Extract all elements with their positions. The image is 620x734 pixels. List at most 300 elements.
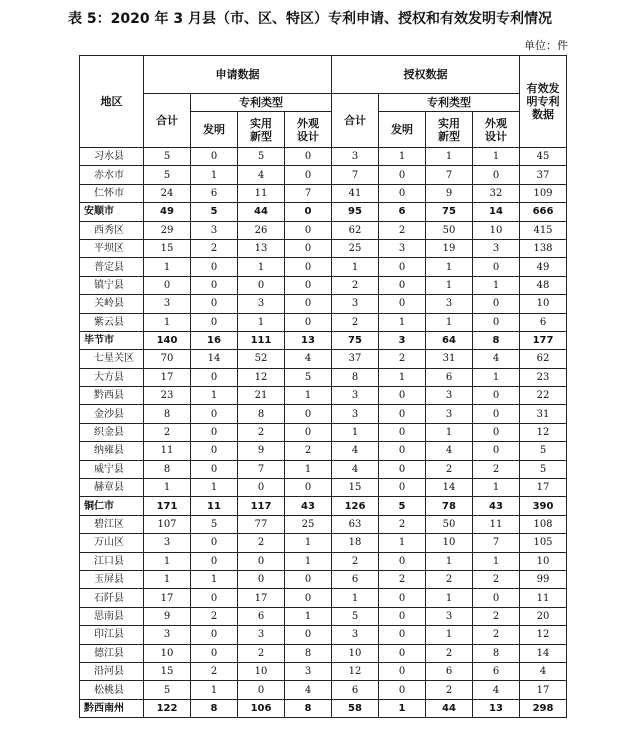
value-cell: 3 bbox=[332, 387, 379, 405]
value-cell: 0 bbox=[379, 644, 426, 662]
value-cell: 10 bbox=[238, 662, 285, 680]
value-cell: 1 bbox=[379, 534, 426, 552]
value-cell: 3 bbox=[144, 534, 191, 552]
value-cell: 1 bbox=[473, 276, 520, 294]
value-cell: 2 bbox=[473, 570, 520, 588]
value-cell: 666 bbox=[520, 203, 567, 221]
value-cell: 6 bbox=[238, 607, 285, 625]
value-cell: 3 bbox=[426, 295, 473, 313]
value-cell: 1 bbox=[191, 479, 238, 497]
table-row bbox=[80, 589, 567, 607]
value-cell: 2 bbox=[379, 221, 426, 239]
region-name: 德江县 bbox=[80, 644, 144, 662]
table-row bbox=[80, 552, 567, 570]
value-cell: 0 bbox=[473, 405, 520, 423]
value-cell: 0 bbox=[285, 148, 332, 166]
value-cell: 12 bbox=[238, 368, 285, 386]
value-cell: 19 bbox=[426, 239, 473, 257]
value-cell: 1 bbox=[473, 148, 520, 166]
value-cell: 5 bbox=[144, 148, 191, 166]
header-app-invention: 发明 bbox=[191, 112, 238, 148]
value-cell: 10 bbox=[520, 552, 567, 570]
table-row bbox=[80, 350, 567, 368]
value-cell: 0 bbox=[379, 276, 426, 294]
region-name: 赤水市 bbox=[80, 166, 144, 184]
value-cell: 10 bbox=[426, 534, 473, 552]
region-name: 赫章县 bbox=[80, 479, 144, 497]
value-cell: 5 bbox=[332, 607, 379, 625]
value-cell: 22 bbox=[520, 387, 567, 405]
region-name: 碧江区 bbox=[80, 515, 144, 533]
value-cell: 1 bbox=[379, 148, 426, 166]
value-cell: 0 bbox=[379, 258, 426, 276]
table-row bbox=[80, 607, 567, 625]
value-cell: 4 bbox=[473, 681, 520, 699]
value-cell: 0 bbox=[238, 552, 285, 570]
value-cell: 49 bbox=[520, 258, 567, 276]
table-row bbox=[80, 644, 567, 662]
value-cell: 7 bbox=[285, 184, 332, 202]
header-grant-utility: 实用新型 bbox=[426, 112, 473, 148]
value-cell: 29 bbox=[144, 221, 191, 239]
value-cell: 0 bbox=[379, 626, 426, 644]
value-cell: 21 bbox=[238, 387, 285, 405]
value-cell: 1 bbox=[144, 552, 191, 570]
value-cell: 1 bbox=[144, 479, 191, 497]
table-row bbox=[80, 405, 567, 423]
region-name: 印江县 bbox=[80, 626, 144, 644]
value-cell: 111 bbox=[238, 331, 285, 349]
value-cell: 1 bbox=[426, 148, 473, 166]
value-cell: 17 bbox=[520, 479, 567, 497]
value-cell: 25 bbox=[285, 515, 332, 533]
value-cell: 2 bbox=[473, 460, 520, 478]
value-cell: 1 bbox=[285, 552, 332, 570]
table-row bbox=[80, 184, 567, 202]
value-cell: 0 bbox=[473, 258, 520, 276]
value-cell: 58 bbox=[332, 699, 379, 717]
value-cell: 11 bbox=[144, 442, 191, 460]
region-name: 黔西县 bbox=[80, 387, 144, 405]
value-cell: 6 bbox=[332, 681, 379, 699]
value-cell: 16 bbox=[191, 331, 238, 349]
value-cell: 50 bbox=[426, 515, 473, 533]
value-cell: 105 bbox=[520, 534, 567, 552]
table-row bbox=[80, 239, 567, 257]
value-cell: 63 bbox=[332, 515, 379, 533]
value-cell: 3 bbox=[238, 626, 285, 644]
value-cell: 18 bbox=[332, 534, 379, 552]
value-cell: 8 bbox=[144, 460, 191, 478]
header-app-utility: 实用新型 bbox=[238, 112, 285, 148]
unit-label: 单位：件 bbox=[524, 39, 568, 52]
value-cell: 2 bbox=[426, 681, 473, 699]
value-cell: 3 bbox=[238, 295, 285, 313]
value-cell: 5 bbox=[144, 166, 191, 184]
value-cell: 0 bbox=[191, 295, 238, 313]
value-cell: 9 bbox=[144, 607, 191, 625]
value-cell: 0 bbox=[379, 405, 426, 423]
value-cell: 0 bbox=[379, 184, 426, 202]
value-cell: 0 bbox=[238, 276, 285, 294]
value-cell: 1 bbox=[191, 570, 238, 588]
value-cell: 0 bbox=[144, 276, 191, 294]
value-cell: 0 bbox=[238, 681, 285, 699]
value-cell: 17 bbox=[520, 681, 567, 699]
value-cell: 2 bbox=[191, 607, 238, 625]
value-cell: 3 bbox=[144, 626, 191, 644]
value-cell: 0 bbox=[191, 313, 238, 331]
value-cell: 2 bbox=[191, 239, 238, 257]
value-cell: 2 bbox=[238, 423, 285, 441]
value-cell: 2 bbox=[426, 460, 473, 478]
value-cell: 1 bbox=[238, 313, 285, 331]
value-cell: 8 bbox=[332, 368, 379, 386]
value-cell: 0 bbox=[285, 626, 332, 644]
value-cell: 37 bbox=[520, 166, 567, 184]
value-cell: 2 bbox=[473, 607, 520, 625]
region-name: 黔西南州 bbox=[80, 699, 144, 717]
value-cell: 17 bbox=[144, 589, 191, 607]
table-row bbox=[80, 423, 567, 441]
value-cell: 3 bbox=[426, 607, 473, 625]
value-cell: 108 bbox=[520, 515, 567, 533]
value-cell: 1 bbox=[285, 534, 332, 552]
value-cell: 1 bbox=[144, 570, 191, 588]
header-grant-patent-type: 专利类型 bbox=[379, 94, 520, 112]
value-cell: 2 bbox=[332, 313, 379, 331]
table-row bbox=[80, 534, 567, 552]
table-row bbox=[80, 313, 567, 331]
value-cell: 107 bbox=[144, 515, 191, 533]
value-cell: 3 bbox=[332, 405, 379, 423]
value-cell: 0 bbox=[473, 166, 520, 184]
value-cell: 0 bbox=[285, 203, 332, 221]
value-cell: 31 bbox=[426, 350, 473, 368]
value-cell: 14 bbox=[426, 479, 473, 497]
header-app-design: 外观设计 bbox=[285, 112, 332, 148]
value-cell: 17 bbox=[144, 368, 191, 386]
header-grant-total: 合计 bbox=[332, 94, 379, 148]
value-cell: 31 bbox=[520, 405, 567, 423]
value-cell: 1 bbox=[191, 166, 238, 184]
value-cell: 2 bbox=[285, 442, 332, 460]
region-name: 七星关区 bbox=[80, 350, 144, 368]
value-cell: 0 bbox=[285, 258, 332, 276]
value-cell: 1 bbox=[473, 368, 520, 386]
value-cell: 3 bbox=[191, 221, 238, 239]
value-cell: 0 bbox=[379, 423, 426, 441]
value-cell: 0 bbox=[379, 681, 426, 699]
value-cell: 62 bbox=[520, 350, 567, 368]
value-cell: 12 bbox=[520, 626, 567, 644]
value-cell: 95 bbox=[332, 203, 379, 221]
value-cell: 0 bbox=[285, 423, 332, 441]
table-row bbox=[80, 681, 567, 699]
value-cell: 50 bbox=[426, 221, 473, 239]
value-cell: 23 bbox=[520, 368, 567, 386]
region-name: 紫云县 bbox=[80, 313, 144, 331]
table-row bbox=[80, 442, 567, 460]
value-cell: 4 bbox=[285, 350, 332, 368]
value-cell: 0 bbox=[191, 589, 238, 607]
value-cell: 8 bbox=[238, 405, 285, 423]
value-cell: 3 bbox=[473, 239, 520, 257]
value-cell: 5 bbox=[520, 442, 567, 460]
table-row bbox=[80, 626, 567, 644]
value-cell: 6 bbox=[191, 184, 238, 202]
value-cell: 15 bbox=[144, 662, 191, 680]
value-cell: 9 bbox=[238, 442, 285, 460]
value-cell: 43 bbox=[285, 497, 332, 515]
value-cell: 1 bbox=[238, 258, 285, 276]
value-cell: 14 bbox=[473, 203, 520, 221]
value-cell: 2 bbox=[332, 276, 379, 294]
value-cell: 8 bbox=[285, 644, 332, 662]
value-cell: 12 bbox=[520, 423, 567, 441]
value-cell: 0 bbox=[191, 148, 238, 166]
value-cell: 3 bbox=[332, 295, 379, 313]
table-row bbox=[80, 497, 567, 515]
value-cell: 0 bbox=[285, 405, 332, 423]
value-cell: 122 bbox=[144, 699, 191, 717]
value-cell: 3 bbox=[144, 295, 191, 313]
header-app-total: 合计 bbox=[144, 94, 191, 148]
value-cell: 0 bbox=[191, 423, 238, 441]
value-cell: 0 bbox=[473, 442, 520, 460]
region-name: 石阡县 bbox=[80, 589, 144, 607]
region-name: 思南县 bbox=[80, 607, 144, 625]
header-grant-data: 授权数据 bbox=[332, 56, 520, 94]
value-cell: 138 bbox=[520, 239, 567, 257]
value-cell: 0 bbox=[191, 644, 238, 662]
value-cell: 62 bbox=[332, 221, 379, 239]
value-cell: 4 bbox=[520, 662, 567, 680]
value-cell: 43 bbox=[473, 497, 520, 515]
value-cell: 3 bbox=[426, 387, 473, 405]
value-cell: 64 bbox=[426, 331, 473, 349]
value-cell: 1 bbox=[332, 258, 379, 276]
value-cell: 1 bbox=[473, 552, 520, 570]
header-grant-invention: 发明 bbox=[379, 112, 426, 148]
value-cell: 177 bbox=[520, 331, 567, 349]
value-cell: 5 bbox=[285, 368, 332, 386]
value-cell: 78 bbox=[426, 497, 473, 515]
value-cell: 15 bbox=[144, 239, 191, 257]
value-cell: 0 bbox=[238, 479, 285, 497]
table-row bbox=[80, 203, 567, 221]
value-cell: 2 bbox=[426, 644, 473, 662]
value-cell: 1 bbox=[379, 699, 426, 717]
value-cell: 3 bbox=[379, 331, 426, 349]
value-cell: 20 bbox=[520, 607, 567, 625]
value-cell: 11 bbox=[473, 515, 520, 533]
value-cell: 10 bbox=[520, 295, 567, 313]
region-name: 普定县 bbox=[80, 258, 144, 276]
table-row bbox=[80, 276, 567, 294]
value-cell: 0 bbox=[379, 295, 426, 313]
value-cell: 4 bbox=[426, 442, 473, 460]
value-cell: 44 bbox=[426, 699, 473, 717]
value-cell: 1 bbox=[191, 387, 238, 405]
value-cell: 1 bbox=[285, 460, 332, 478]
value-cell: 1 bbox=[426, 276, 473, 294]
value-cell: 24 bbox=[144, 184, 191, 202]
value-cell: 2 bbox=[426, 570, 473, 588]
value-cell: 415 bbox=[520, 221, 567, 239]
region-name: 玉屏县 bbox=[80, 570, 144, 588]
value-cell: 75 bbox=[332, 331, 379, 349]
value-cell: 0 bbox=[285, 313, 332, 331]
value-cell: 0 bbox=[285, 295, 332, 313]
value-cell: 25 bbox=[332, 239, 379, 257]
value-cell: 390 bbox=[520, 497, 567, 515]
value-cell: 0 bbox=[285, 239, 332, 257]
value-cell: 0 bbox=[285, 479, 332, 497]
value-cell: 2 bbox=[238, 644, 285, 662]
region-name: 织金县 bbox=[80, 423, 144, 441]
value-cell: 48 bbox=[520, 276, 567, 294]
value-cell: 13 bbox=[238, 239, 285, 257]
value-cell: 1 bbox=[332, 589, 379, 607]
value-cell: 77 bbox=[238, 515, 285, 533]
value-cell: 10 bbox=[332, 644, 379, 662]
value-cell: 1 bbox=[379, 313, 426, 331]
table-row bbox=[80, 479, 567, 497]
table-title: 表 5：2020 年 3 月县（市、区、特区）专利申请、授权和有效发明专利情况 bbox=[68, 11, 552, 27]
patent-table bbox=[79, 55, 567, 718]
value-cell: 140 bbox=[144, 331, 191, 349]
value-cell: 11 bbox=[520, 589, 567, 607]
value-cell: 0 bbox=[473, 295, 520, 313]
value-cell: 6 bbox=[332, 570, 379, 588]
value-cell: 9 bbox=[426, 184, 473, 202]
value-cell: 0 bbox=[379, 387, 426, 405]
value-cell: 0 bbox=[285, 570, 332, 588]
value-cell: 0 bbox=[379, 166, 426, 184]
value-cell: 7 bbox=[426, 166, 473, 184]
region-name: 平坝区 bbox=[80, 239, 144, 257]
table-row bbox=[80, 331, 567, 349]
table-row bbox=[80, 221, 567, 239]
value-cell: 8 bbox=[473, 331, 520, 349]
value-cell: 1 bbox=[426, 423, 473, 441]
value-cell: 2 bbox=[379, 570, 426, 588]
value-cell: 0 bbox=[238, 570, 285, 588]
region-name: 习水县 bbox=[80, 148, 144, 166]
value-cell: 8 bbox=[473, 644, 520, 662]
value-cell: 0 bbox=[191, 626, 238, 644]
value-cell: 0 bbox=[191, 534, 238, 552]
value-cell: 0 bbox=[473, 423, 520, 441]
header-app-patent-type: 专利类型 bbox=[191, 94, 332, 112]
value-cell: 6 bbox=[473, 662, 520, 680]
header-region: 地区 bbox=[80, 56, 144, 148]
value-cell: 13 bbox=[285, 331, 332, 349]
value-cell: 2 bbox=[332, 552, 379, 570]
value-cell: 45 bbox=[520, 148, 567, 166]
value-cell: 0 bbox=[285, 221, 332, 239]
value-cell: 4 bbox=[332, 442, 379, 460]
header-application-data: 申请数据 bbox=[144, 56, 332, 94]
value-cell: 10 bbox=[473, 221, 520, 239]
value-cell: 37 bbox=[332, 350, 379, 368]
value-cell: 32 bbox=[473, 184, 520, 202]
value-cell: 4 bbox=[238, 166, 285, 184]
value-cell: 0 bbox=[379, 479, 426, 497]
value-cell: 1 bbox=[144, 258, 191, 276]
value-cell: 2 bbox=[473, 626, 520, 644]
table-row bbox=[80, 368, 567, 386]
value-cell: 1 bbox=[144, 313, 191, 331]
table-row bbox=[80, 515, 567, 533]
value-cell: 7 bbox=[473, 534, 520, 552]
region-name: 纳雍县 bbox=[80, 442, 144, 460]
region-name: 大方县 bbox=[80, 368, 144, 386]
value-cell: 0 bbox=[379, 589, 426, 607]
value-cell: 2 bbox=[379, 350, 426, 368]
value-cell: 11 bbox=[191, 497, 238, 515]
region-name: 关岭县 bbox=[80, 295, 144, 313]
value-cell: 13 bbox=[473, 699, 520, 717]
value-cell: 1 bbox=[426, 552, 473, 570]
value-cell: 3 bbox=[379, 239, 426, 257]
region-name: 安顺市 bbox=[80, 203, 144, 221]
value-cell: 5 bbox=[379, 497, 426, 515]
value-cell: 1 bbox=[426, 589, 473, 607]
value-cell: 0 bbox=[191, 276, 238, 294]
value-cell: 11 bbox=[238, 184, 285, 202]
value-cell: 7 bbox=[238, 460, 285, 478]
value-cell: 75 bbox=[426, 203, 473, 221]
value-cell: 5 bbox=[238, 148, 285, 166]
value-cell: 5 bbox=[520, 460, 567, 478]
value-cell: 8 bbox=[144, 405, 191, 423]
value-cell: 52 bbox=[238, 350, 285, 368]
table-body bbox=[80, 148, 567, 718]
region-name: 威宁县 bbox=[80, 460, 144, 478]
value-cell: 1 bbox=[426, 258, 473, 276]
value-cell: 0 bbox=[379, 607, 426, 625]
value-cell: 1 bbox=[285, 387, 332, 405]
value-cell: 8 bbox=[285, 699, 332, 717]
table-row bbox=[80, 570, 567, 588]
value-cell: 1 bbox=[379, 368, 426, 386]
value-cell: 0 bbox=[191, 368, 238, 386]
value-cell: 5 bbox=[191, 515, 238, 533]
value-cell: 70 bbox=[144, 350, 191, 368]
value-cell: 6 bbox=[520, 313, 567, 331]
value-cell: 41 bbox=[332, 184, 379, 202]
value-cell: 0 bbox=[473, 313, 520, 331]
region-name: 江口县 bbox=[80, 552, 144, 570]
value-cell: 171 bbox=[144, 497, 191, 515]
table-row bbox=[80, 148, 567, 166]
value-cell: 106 bbox=[238, 699, 285, 717]
region-name: 铜仁市 bbox=[80, 497, 144, 515]
table-row bbox=[80, 460, 567, 478]
value-cell: 7 bbox=[332, 166, 379, 184]
value-cell: 4 bbox=[473, 350, 520, 368]
value-cell: 12 bbox=[332, 662, 379, 680]
value-cell: 3 bbox=[332, 626, 379, 644]
value-cell: 0 bbox=[191, 405, 238, 423]
value-cell: 17 bbox=[238, 589, 285, 607]
region-name: 仁怀市 bbox=[80, 184, 144, 202]
value-cell: 2 bbox=[379, 515, 426, 533]
value-cell: 2 bbox=[144, 423, 191, 441]
value-cell: 0 bbox=[191, 258, 238, 276]
